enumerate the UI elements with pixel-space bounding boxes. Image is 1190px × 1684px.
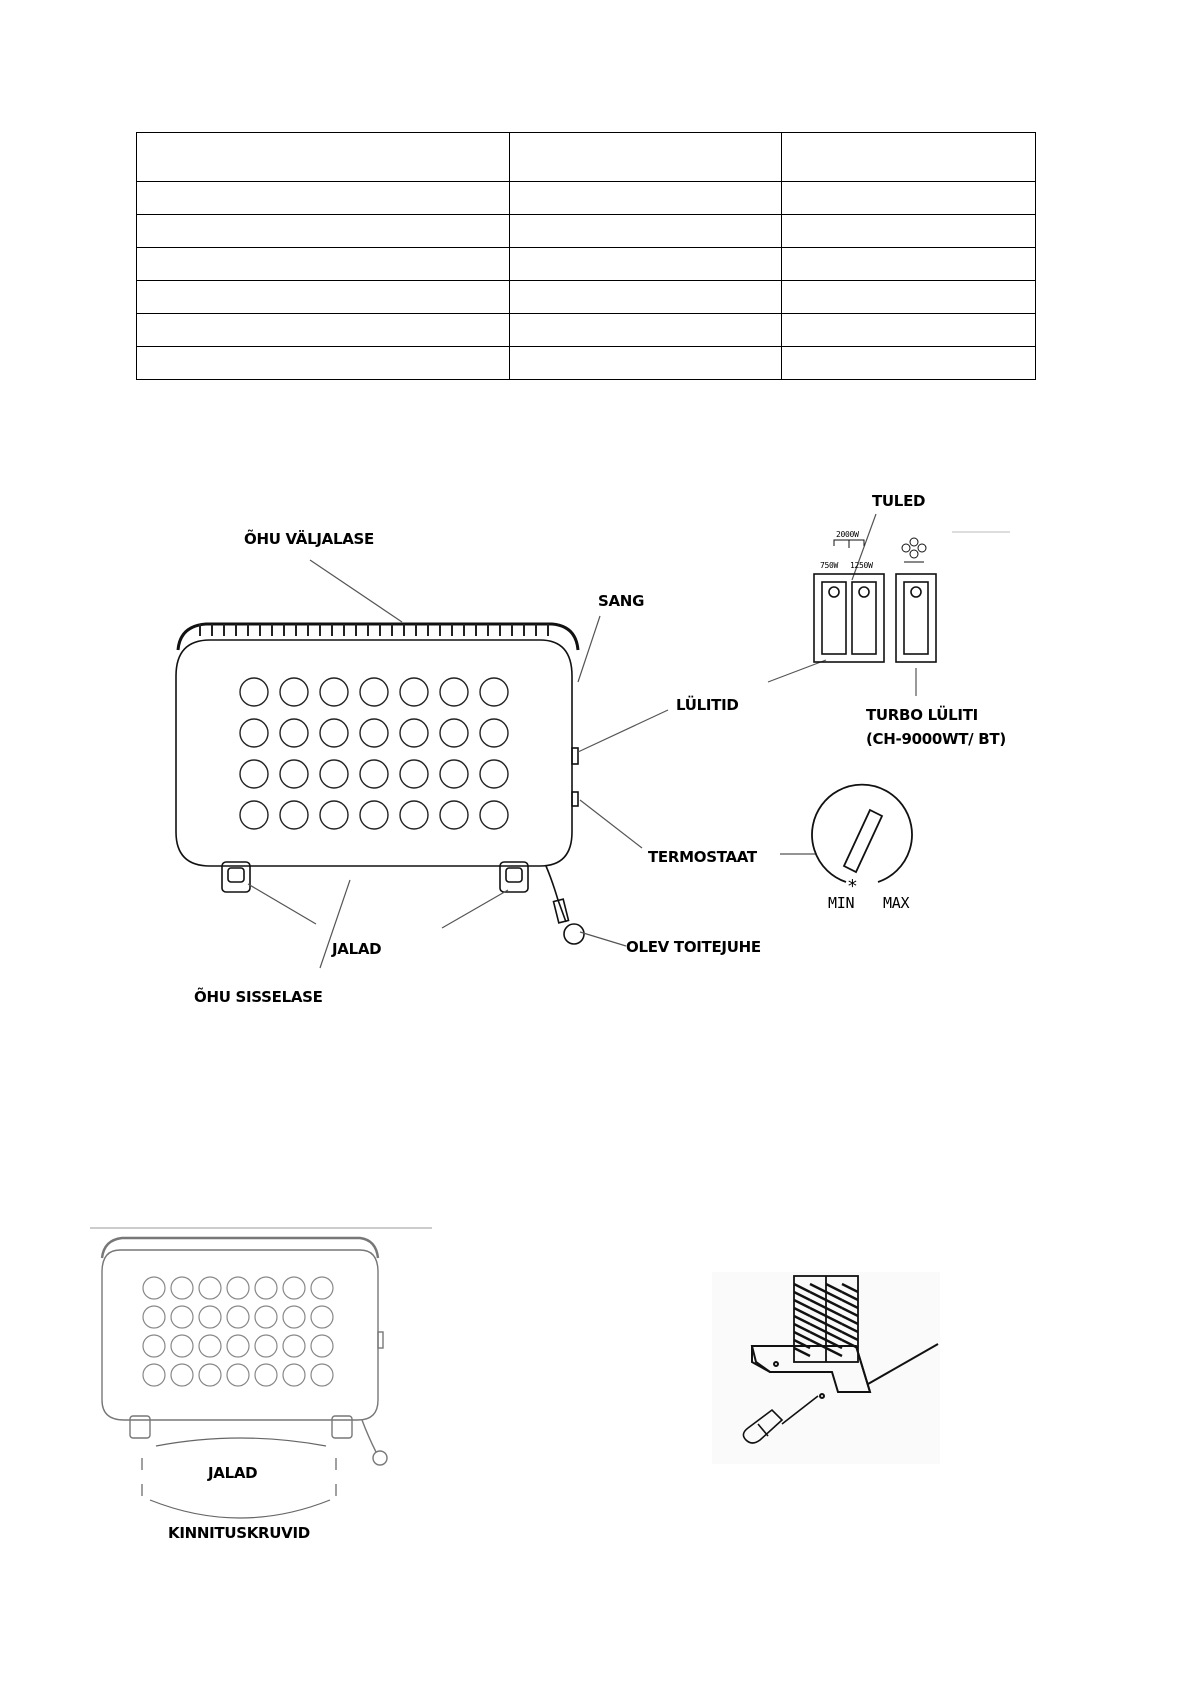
min-mark-icon: * bbox=[847, 876, 858, 897]
max-label: MAX bbox=[883, 894, 910, 912]
assembly-feet-label: JALAD bbox=[208, 1464, 258, 1482]
turbo-switch-label: TURBO LÜLITI bbox=[866, 706, 978, 724]
power-low-label: 750W bbox=[820, 561, 839, 570]
assembly-screws-label: KINNITUSKRUVID bbox=[168, 1524, 310, 1542]
air-outlet-label: ÕHU VÄLJALASE bbox=[244, 530, 374, 548]
thermostat-label: TERMOSTAAT bbox=[648, 848, 757, 866]
power-total-label: 2000W bbox=[836, 530, 859, 539]
handle-label: SANG bbox=[598, 592, 645, 610]
lights-label: TULED bbox=[872, 492, 926, 510]
power-high-label: 1250W bbox=[850, 561, 873, 570]
switches-label: LÜLITID bbox=[676, 696, 739, 714]
air-inlet-label: ÕHU SISSELASE bbox=[194, 988, 323, 1006]
turbo-models-label: (CH-9000WT/ BT) bbox=[866, 730, 1006, 748]
power-cord-label: OLEV TOITEJUHE bbox=[626, 938, 761, 956]
feet-label: JALAD bbox=[332, 940, 382, 958]
min-label: MIN bbox=[828, 894, 855, 912]
